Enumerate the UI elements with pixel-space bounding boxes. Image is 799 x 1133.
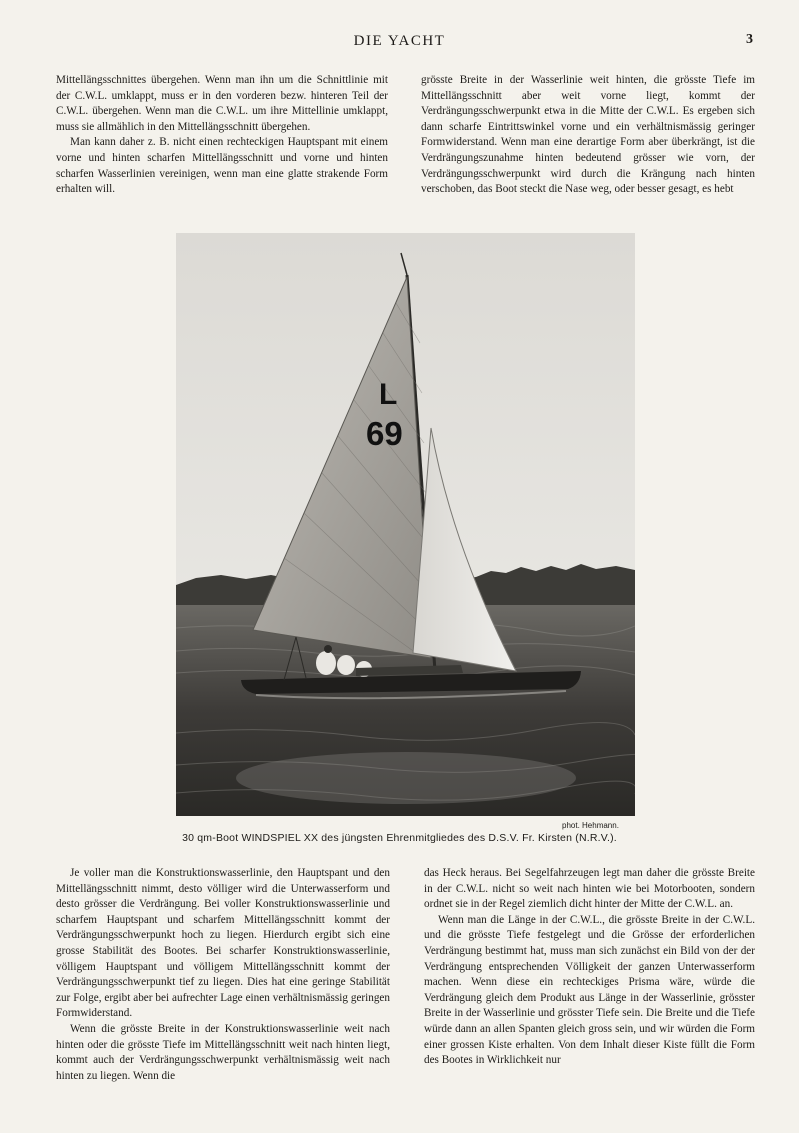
paragraph: Man kann daher z. B. nicht einen rechteckigen Hauptspant mit einem vorne und hinten scharfen Mittellängsschnitt und vorne und hinten scharfen Wasserlinien vereinigen, wenn man eine glatte strakende Form erhalten will.	[56, 136, 388, 196]
photo-credit: phot. Hehmann.	[562, 821, 619, 830]
figure-caption: 30 qm-Boot WINDSPIEL XX des jüngsten Ehrenmitgliedes des D.S.V. Fr. Kirsten (N.R.V.).	[182, 832, 617, 844]
paragraph: Wenn man die Länge in der C.W.L., die grösste Breite in der C.W.L. und die grösste Tiefe festgelegt und die Grösse der erforderlichen Verdrängung bestimmt hat, muss man sich zunächst ein Bild von der der Verdrängung entsprechenden Völligkeit der ganzen Unterwasserform machen. Wenn diese ein rechteckiges Prisma wäre, würde die Verdrängung gleich dem Produkt aus Länge in der Wasserlinie, grösster Breite in der Wasserlinie und grösster Tiefe sein. Die Breite und die Tiefe würde dann an allen Spanten gleich gross sein, und wir würden die Form einer grossen Kiste erhalten. Von dem Inhalt dieser Kiste füllt die Form des Bootes in Wirklichkeit nur	[424, 913, 755, 1067]
sailboat-photograph	[176, 233, 635, 816]
text-column-top-right	[421, 73, 755, 198]
paragraph: grösste Breite in der Wasserlinie weit hinten, die grösste Tiefe im Mittellängsschnitt aber weit vorne liegt, kommt der Verdrängungsschwerpunkt etwa in die Mitte der C.W.L. Es ergeben sich dann scharfe Eintrittswinkel vorne und ein verhältnismässig geringer Formwiderstand. Wenn man eine derartige Form aber überkrängt, ist die Verdrängungszunahme hinten bedeutend grösser wie vorn, der Verdrängungsschwerpunkt wird durch die Krängung nach hinten verschoben, das Boot steckt die Nase weg, oder besser gesagt, es hebt	[421, 74, 755, 196]
paragraph: Wenn die grösste Breite in der Konstruktionswasserlinie weit nach hinten oder die grösste Tiefe im Mittellängsschnitt weit nach hinten liegt, kommt auch der Verdrängungsschwerpunkt verhältnismässig weit nach hinten zu liegen. Wenn die	[56, 1022, 390, 1082]
running-header-title: DIE YACHT	[353, 33, 446, 49]
sail-digits: 69	[366, 415, 403, 452]
page-number: 3	[746, 32, 753, 47]
text-column-bottom-left	[56, 866, 390, 1084]
sail-letter: L	[379, 378, 398, 411]
paragraph: das Heck heraus. Bei Segelfahrzeugen legt man daher die grösste Breite in der C.W.L. nicht so weit nach hinten wie bei Motorbooten, sondern ordnet sie in der Regel ziemlich dicht hinter der Mitte der C.W.L. an.	[424, 867, 755, 911]
paragraph: Mittellängsschnittes übergehen. Wenn man ihn um die Schnittlinie mit der C.W.L. umklappt, muss er in den vorderen bezw. hinteren Teil der C.W.L. übergehen. Wenn man die C.W.L. um ihre Mittellinie umklappt, muss sie allmählich in den Mittellängsschnitt übergehen.	[56, 74, 388, 133]
paragraph: Je voller man die Konstruktionswasserlinie, den Hauptspant und den Mittellängsschnitt nimmt, desto völliger wird die Unterwasserform und desto grösser die Verdrängung. Bei voller Konstruktionswasserlinie und scharfem Hauptspant und scharfem Mittellängsschnitt kommt der Verdrängungsschwerpunkt hoch zu liegen. Hierdurch ergibt sich eine grosse Stabilität des Bootes. Bei scharfer Konstruktionswasserlinie, völligem Hauptspant und völligem Mittellängsschnitt kommt der Verdrängungsschwerpunkt tief zu liegen. Dies hat eine geringe Stabilität zur Folge, ergibt aber bei aufrechter Lage einen verhältnismässig geringen Formwiderstand.	[56, 867, 390, 1020]
text-column-bottom-right	[424, 866, 755, 1069]
text-column-top-left	[56, 73, 388, 198]
